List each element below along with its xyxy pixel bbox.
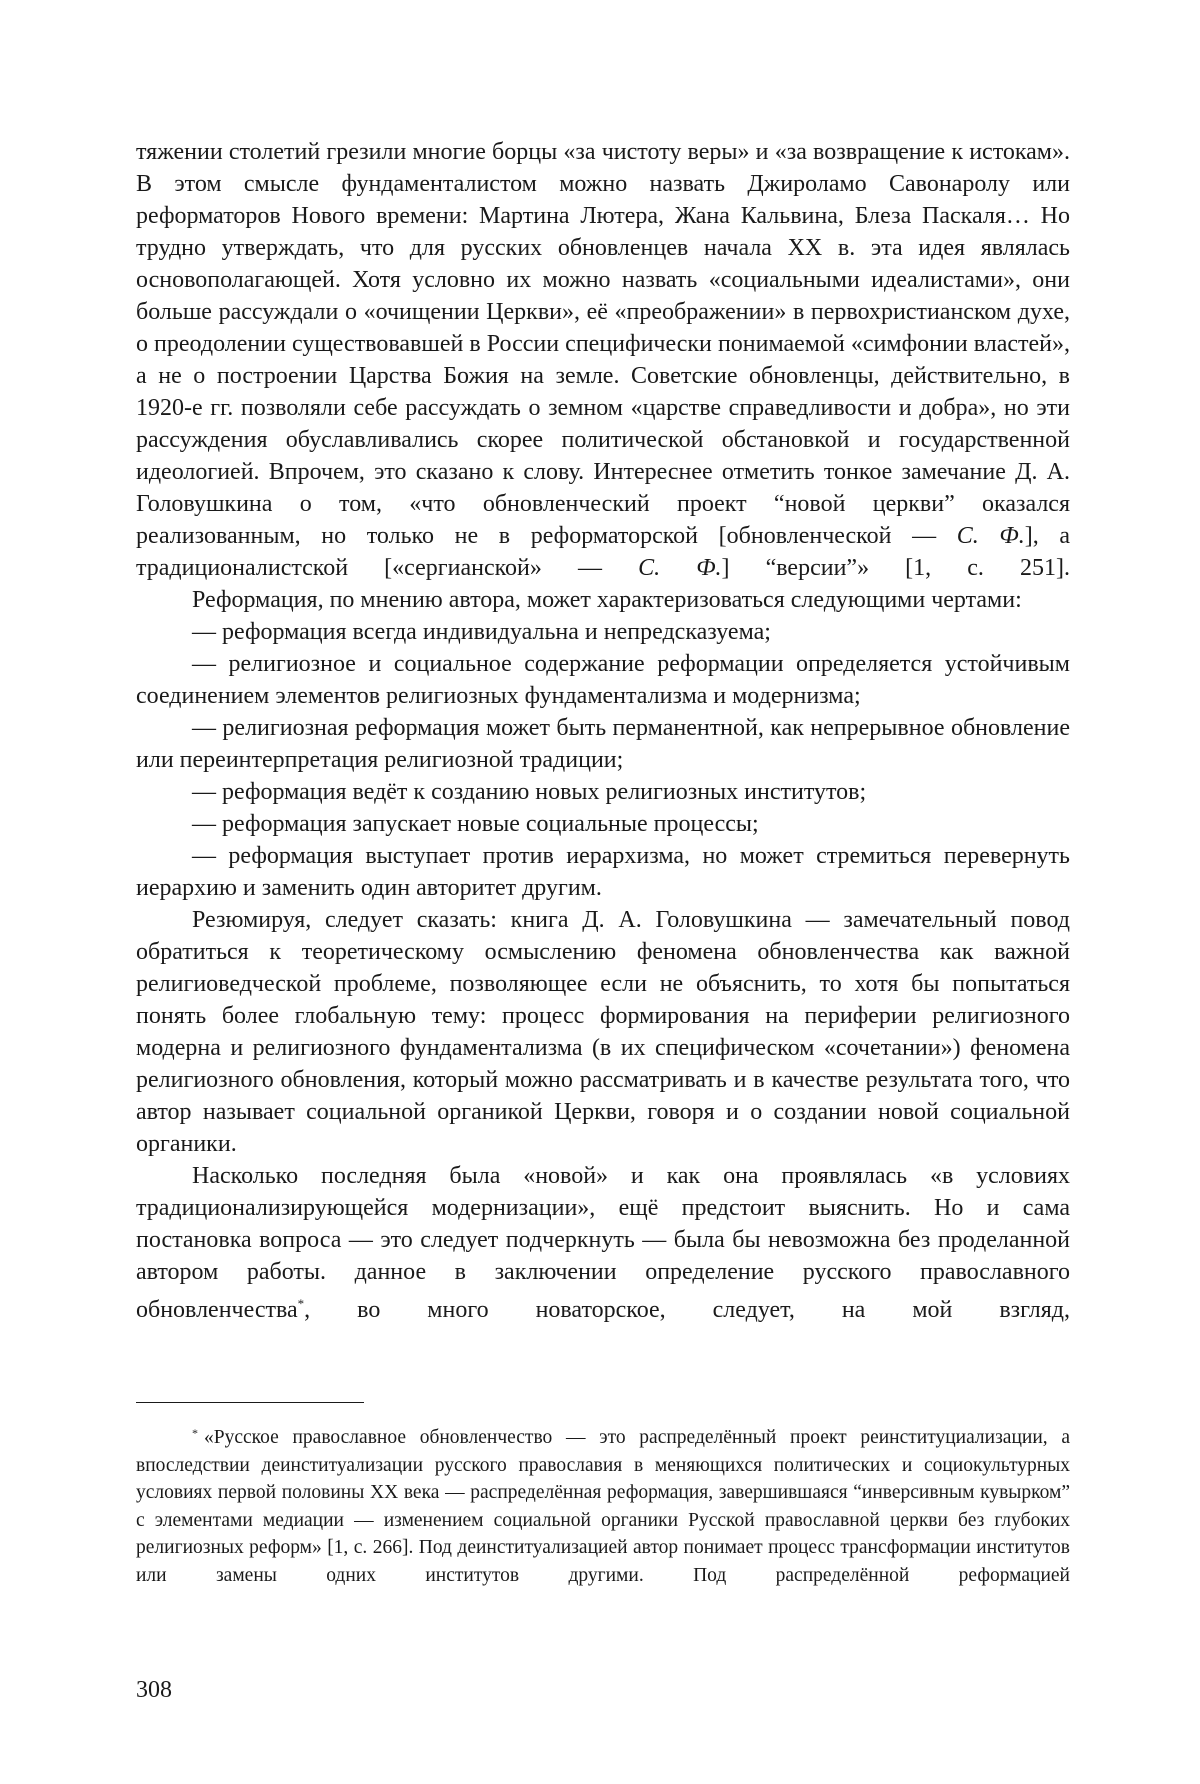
footnote-reference[interactable]: *	[298, 1296, 305, 1311]
paragraph-1	[136, 136, 1070, 584]
list-item: — реформация запускает новые социальные процессы;	[136, 808, 1070, 840]
paragraph-1-text: тяжении столетий грезили многие борцы «за чистоту веры» и «за возвращение к истокам». В этом смысле фундаменталистом можно назвать Джироламо Савонаролу или реформаторов Нового времени: Мартина Лютера, Жана Кальвина, Блеза Паскаля… Но трудно утверждать, что для русских обновленцев начала XX в. эта идея являлась основополагающей. Хотя условно их можно назвать «социальными идеалистами», они больше рассуждали о «очищении Церкви», её «преображении» в первохристианском духе, о преодолении существовавшей в России специфически понимаемой «симфонии властей», а не о построении Царства Божия на земле. Советские обновленцы, действительно, в 1920-е гг. позволяли себе рассуждать о земном «царстве справедливости и добра», но эти рассуждения обуславливались скорее политической обстановкой и государственной идеологией. Впрочем, это сказано к слову. Интереснее отметить тонкое замечание Д. А. Головушкина о том, «что обновленческий проект “новой церкви” оказался реализованным, но только не в реформаторской [обновленческой —	[136, 139, 1070, 549]
paragraph-3: Резюмируя, следует сказать: книга Д. А. Головушкина — замечательный повод обратиться к теоретическому осмыслению феномена обновленчества как важной религиоведческой проблеме, позволяющее если не объяснить, то хотя бы попытаться понять более глобальную тему: процесс формирования на периферии религиозного модерна и религиозного фундаментализма (в их специфическом «сочетании») феномена религиозного обновления, который можно рассматривать и в качестве результата того, что автор называет социальной органикой Церкви, говоря и о создании новой социальной органики.	[136, 904, 1070, 1160]
list-item: — религиозное и социальное содержание реформации определяется устойчивым соединением элементов религиозных фундаментализма и модернизма;	[136, 648, 1070, 712]
paragraph-4-text: Насколько последняя была «новой» и как она проявлялась «в условиях традиционализирующейся модернизации», ещё предстоит выяснить. Но и сама постановка вопроса — это следует подчеркнуть — была бы невозможна без проделанной автором работы. данное в заключении определение русского православного обновленчества	[136, 1163, 1070, 1323]
paragraph-4	[136, 1160, 1070, 1326]
author-initials: С. Ф.	[957, 523, 1025, 549]
list-item: — реформация выступает против иерархизма, но может стремиться перевернуть иерархию и заменить один авторитет другим.	[136, 840, 1070, 904]
main-text	[136, 136, 1070, 1326]
list-item: — реформация всегда индивидуальна и непредсказуема;	[136, 616, 1070, 648]
footnote-mark: *	[192, 1426, 198, 1440]
footnote-text: «Русское православное обновленчество — это распределённый проект реинституциализации, а впоследствии деинституализации русского православия в меняющихся политических и социокультурных условиях первой половины XX века — распределённая реформация, завершившаяся “инверсивным кувырком” с элементами медиации — изменением социальной органики Русской православной церкви без глубоких религиозных реформ» [1, с. 266]. Под деинституализацией автор понимает процесс трансформации институтов или замены одних институтов другими. Под распределённой реформацией	[136, 1427, 1070, 1586]
page-number: 308	[136, 1676, 172, 1704]
paragraph-1-text-b: ], а традиционалистской [«сергианской» —	[136, 523, 1070, 581]
paragraph-1-text-c: ] “версии”» [1, с. 251].	[722, 555, 1071, 581]
author-initials: С. Ф.	[638, 555, 721, 581]
paragraph-4-text-b: , во много новаторское, следует, на мой взгляд,	[304, 1297, 1070, 1323]
list-item: — религиозная реформация может быть перманентной, как непрерывное обновление или переинтерпретация религиозной традиции;	[136, 712, 1070, 776]
list-item: — реформация ведёт к созданию новых религиозных институтов;	[136, 776, 1070, 808]
footnote	[136, 1420, 1070, 1589]
paragraph-2: Реформация, по мнению автора, может характеризоваться следующими чертами:	[136, 584, 1070, 616]
footnote-divider	[136, 1402, 364, 1403]
